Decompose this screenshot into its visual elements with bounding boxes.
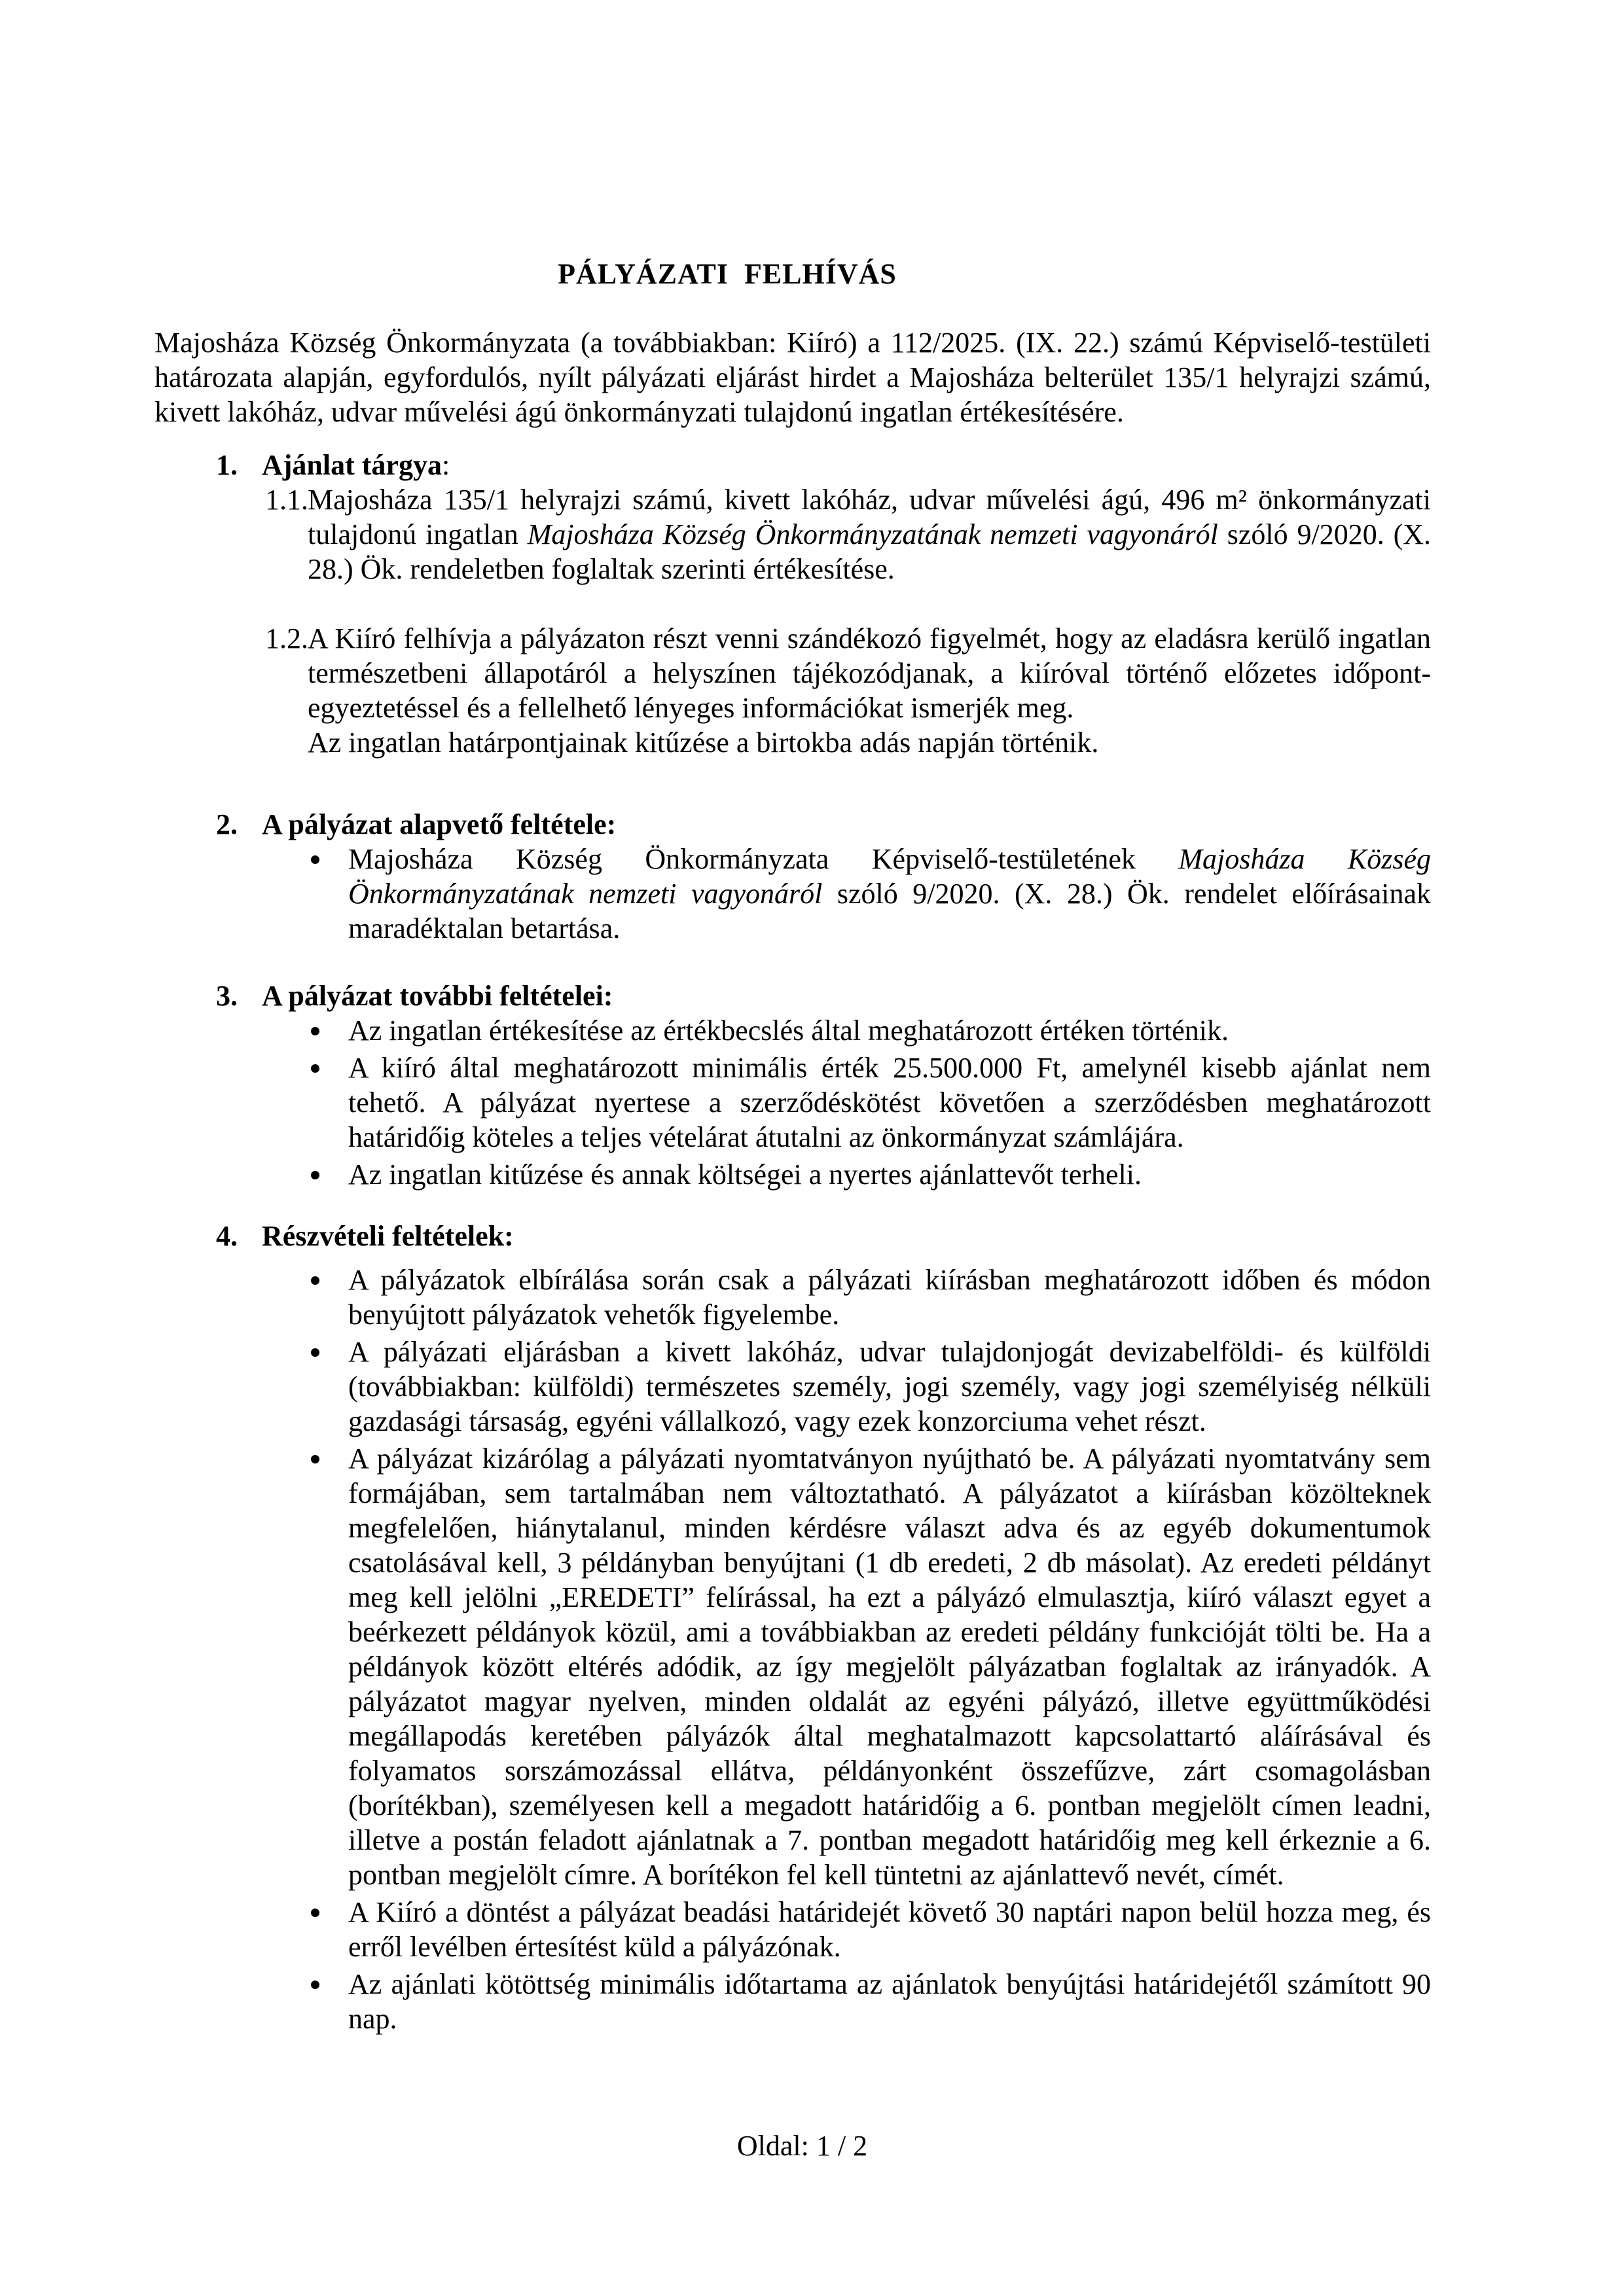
section-heading [154, 978, 1431, 1013]
section-heading [154, 807, 1431, 842]
section-number: 4. [216, 1220, 238, 1252]
list-item: A pályázatok elbírálása során csak a pályázati kiírásban meghatározott időben és módon benyújtott pályázatok vehetők figyelembe. [348, 1263, 1431, 1332]
subitem-1-2: 1.2. A Kiíró felhívja a pályázaton részt venni szándékozó figyelmét, hogy az eladásra kerülő ingatlan természetbeni állapotáról a helyszínen tájékozódjanak, a kiíróval történő előzetes időpont-egyeztetéssel és a fellelhető lényeges információkat ismerjék meg. [265, 622, 1431, 724]
italic-reference: Majosháza Község Önkormányzatának nemzeti vagyonáról [348, 843, 1431, 910]
intro-paragraph: Majosháza Község Önkormányzata (a továbbiakban: Kiíró) a 112/2025. (IX. 22.) számú Képviselő-testületi határozata alapján, egyfordulós, nyílt pályázati eljárást hirdet a Majosháza belterület 135/1 helyrajzi számú, kivett lakóház, udvar művelési ágú önkormányzati tulajdonú ingatlan értékesítésére. [154, 327, 1431, 428]
section-3 [154, 978, 1431, 1194]
section-heading [154, 1219, 1431, 1253]
list-item: Majosháza Község Önkormányzata Képviselő-testületének Majosháza Község Önkormányzatának nemzeti vagyonáról szóló 9/2020. (X. 28.) Ök. rendelet előírásainak maradéktalan betartása. [348, 842, 1431, 946]
bullet-icon [311, 1171, 319, 1179]
list-item: A kiíró által meghatározott minimális érték 25.500.000 Ft, amelynél kisebb ajánlat nem tehető. A pályázat nyertese a szerződéskötést követően a szerződésben meghatározott határidőig köteles a teljes vételárat átutalni az önkormányzat számlájára. [348, 1050, 1431, 1155]
section-title: Ajánlat tárgya: [262, 449, 450, 481]
subitem-number: 1.1. [265, 484, 308, 516]
list-item: Az ajánlati kötöttség minimális időtartama az ajánlatok benyújtási határidejétől számított 90 nap. [348, 1967, 1431, 2036]
section-4 [154, 1219, 1431, 2039]
section-2 [154, 807, 1431, 948]
page-number: Oldal: 1 / 2 [736, 2130, 868, 2162]
bullet-icon [311, 855, 319, 864]
bullet-icon [311, 1064, 319, 1073]
list-item: Az ingatlan értékesítése az értékbecslés által meghatározott értéken történik. [348, 1013, 1431, 1048]
bullet-icon [311, 1455, 319, 1463]
bullet-icon [311, 1276, 319, 1285]
bullet-list [154, 1263, 1431, 2036]
section-title: A pályázat további feltételei: [262, 980, 613, 1012]
list-item: A pályázat kizárólag a pályázati nyomtatványon nyújtható be. A pályázati nyomtatvány sem formájában, sem tartalmában nem változtatható. A pályázatot a kiírásban közölteknek megfelelően, hiánytalanul, minden kérdésre választ adva és az egyéb dokumentumok csatolásával kell, 3 példányban benyújtani (1 db eredeti, 2 db másolat). Az eredeti példányt meg kell jelölni „EREDETI” felírással, ha ezt a pályázó elmulasztja, kiíró választ egyet a beérkezett példányok közül, ami a továbbiakban az eredeti példány funkcióját tölti be. Ha a példányok között eltérés adódik, az így megjelölt pályázatban foglaltak az irányadók. A pályázatot magyar nyelven, minden oldalát az egyéni pályázó, illetve együttműködési megállapodás keretében pályázók által meghatalmazott kapcsolattartó aláírásával és folyamatos sorszámozással ellátva, példányonként összefűzve, zárt csomagolásban (borítékban), személyesen kell a megadott határidőig a 6. pontban megjelölt címen leadni, illetve a postán feladott ajánlatnak a 7. pontban megadott határidőig meg kell érkeznie a 6. pontban megjelölt címre. A borítékon fel kell tüntetni az ajánlattevő nevét, címét. [348, 1441, 1431, 1892]
subitem-number: 1.2. [265, 622, 308, 655]
section-number: 2. [216, 808, 238, 840]
document-title: PÁLYÁZATI FELHÍVÁS [558, 258, 897, 290]
section-1 [154, 448, 1431, 760]
section-title: Részvételi feltételek: [262, 1220, 514, 1252]
bullet-icon [311, 1981, 319, 1989]
section-title: A pályázat alapvető feltétele: [262, 808, 617, 840]
subitem-1-1: 1.1. Majosháza 135/1 helyrajzi számú, kivett lakóház, udvar művelési ágú, 496 m² önkormányzati tulajdonú ingatlan Majosháza Község Önkormányzatának nemzeti vagyonáról szóló 9/2020. (X. 28.) Ök. rendeletben foglaltak szerinti értékesítése. [265, 484, 1432, 585]
bullet-list [154, 1013, 1431, 1192]
bullet-icon [311, 1348, 319, 1357]
section-number: 3. [216, 980, 238, 1012]
italic-reference: Majosháza Község Önkormányzatának nemzeti vagyonáról [527, 518, 1218, 550]
bullet-icon [311, 1027, 319, 1035]
section-number: 1. [216, 449, 238, 481]
list-item: Az ingatlan kitűzése és annak költségei a nyertes ajánlattevőt terheli. [348, 1157, 1431, 1192]
page-footer [0, 2128, 1624, 2163]
list-item: A pályázati eljárásban a kivett lakóház, udvar tulajdonjogát devizabelföldi- és külföldi (továbbiakban: külföldi) természetes személy, jogi személy, vagy jogi személyiség nélküli gazdasági társaság, egyéni vállalkozó, vagy ezek konzorciuma vehet részt. [348, 1335, 1431, 1439]
list-item: A Kiíró a döntést a pályázat beadási határidejét követő 30 naptári napon belül hozza meg, és erről levélben értesítést küld a pályázónak. [348, 1895, 1431, 1964]
subitem-1-2-extra: Az ingatlan határpontjainak kitűzése a birtokba adás napján történik. [308, 726, 1099, 759]
section-heading [154, 448, 1431, 482]
bullet-list [154, 842, 1431, 946]
bullet-icon [311, 1909, 319, 1917]
